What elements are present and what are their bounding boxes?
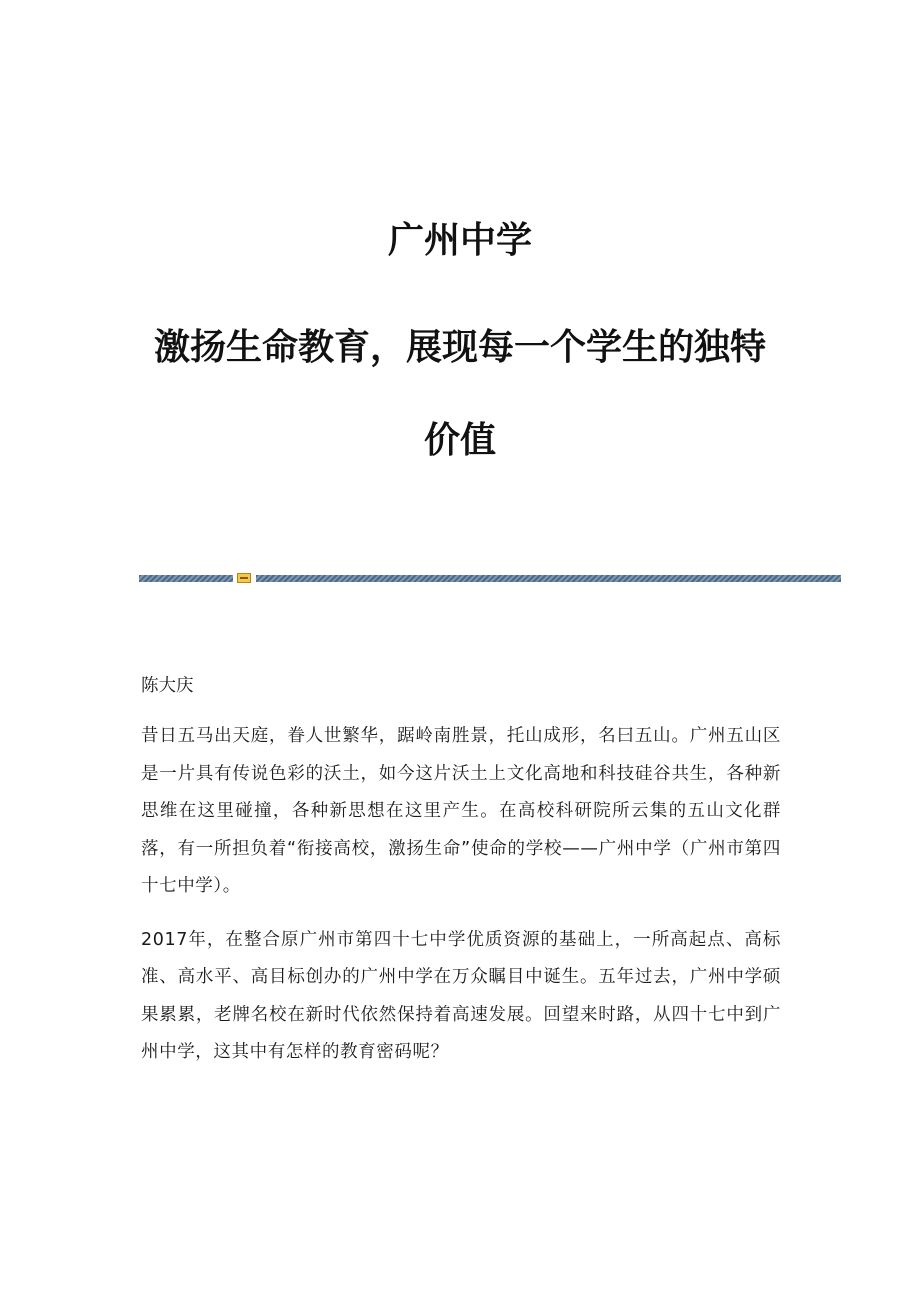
article-title-line-1: 激扬生命教育，展现每一个学生的独特 <box>153 326 766 368</box>
ornament-icon <box>237 573 251 583</box>
article-title-line-2: 价值 <box>423 419 496 461</box>
divider-bar-right <box>256 575 841 582</box>
school-title: 广州中学 <box>387 219 532 261</box>
author-name: 陈大庆 <box>141 676 194 696</box>
article-body <box>141 670 781 1072</box>
paragraph: 2017年，在整合原广州市第四十七中学优质资源的基础上，一所高起点、高标准、高水平、高目标创办的广州中学在万众瞩目中诞生。五年过去，广州中学硕果累累，老牌名校在新时代依然保持着高速发展。回望来时路，从四十七中到广州中学，这其中有怎样的教育密码呢？ <box>141 929 781 1062</box>
divider-bar-left <box>139 575 233 582</box>
paragraph: 昔日五马出天庭，眷人世繁华，踞岭南胜景，托山成形，名曰五山。广州五山区是一片具有传说色彩的沃土，如今这片沃土上文化高地和科技硅谷共生，各种新思维在这里碰撞，各种新思想在这里产生。在高校科研院所云集的五山文化群落，有一所担负着“衔接高校，激扬生命”使命的学校——广州中学（广州市第四十七中学）。 <box>141 726 781 896</box>
decorative-divider <box>139 573 841 583</box>
